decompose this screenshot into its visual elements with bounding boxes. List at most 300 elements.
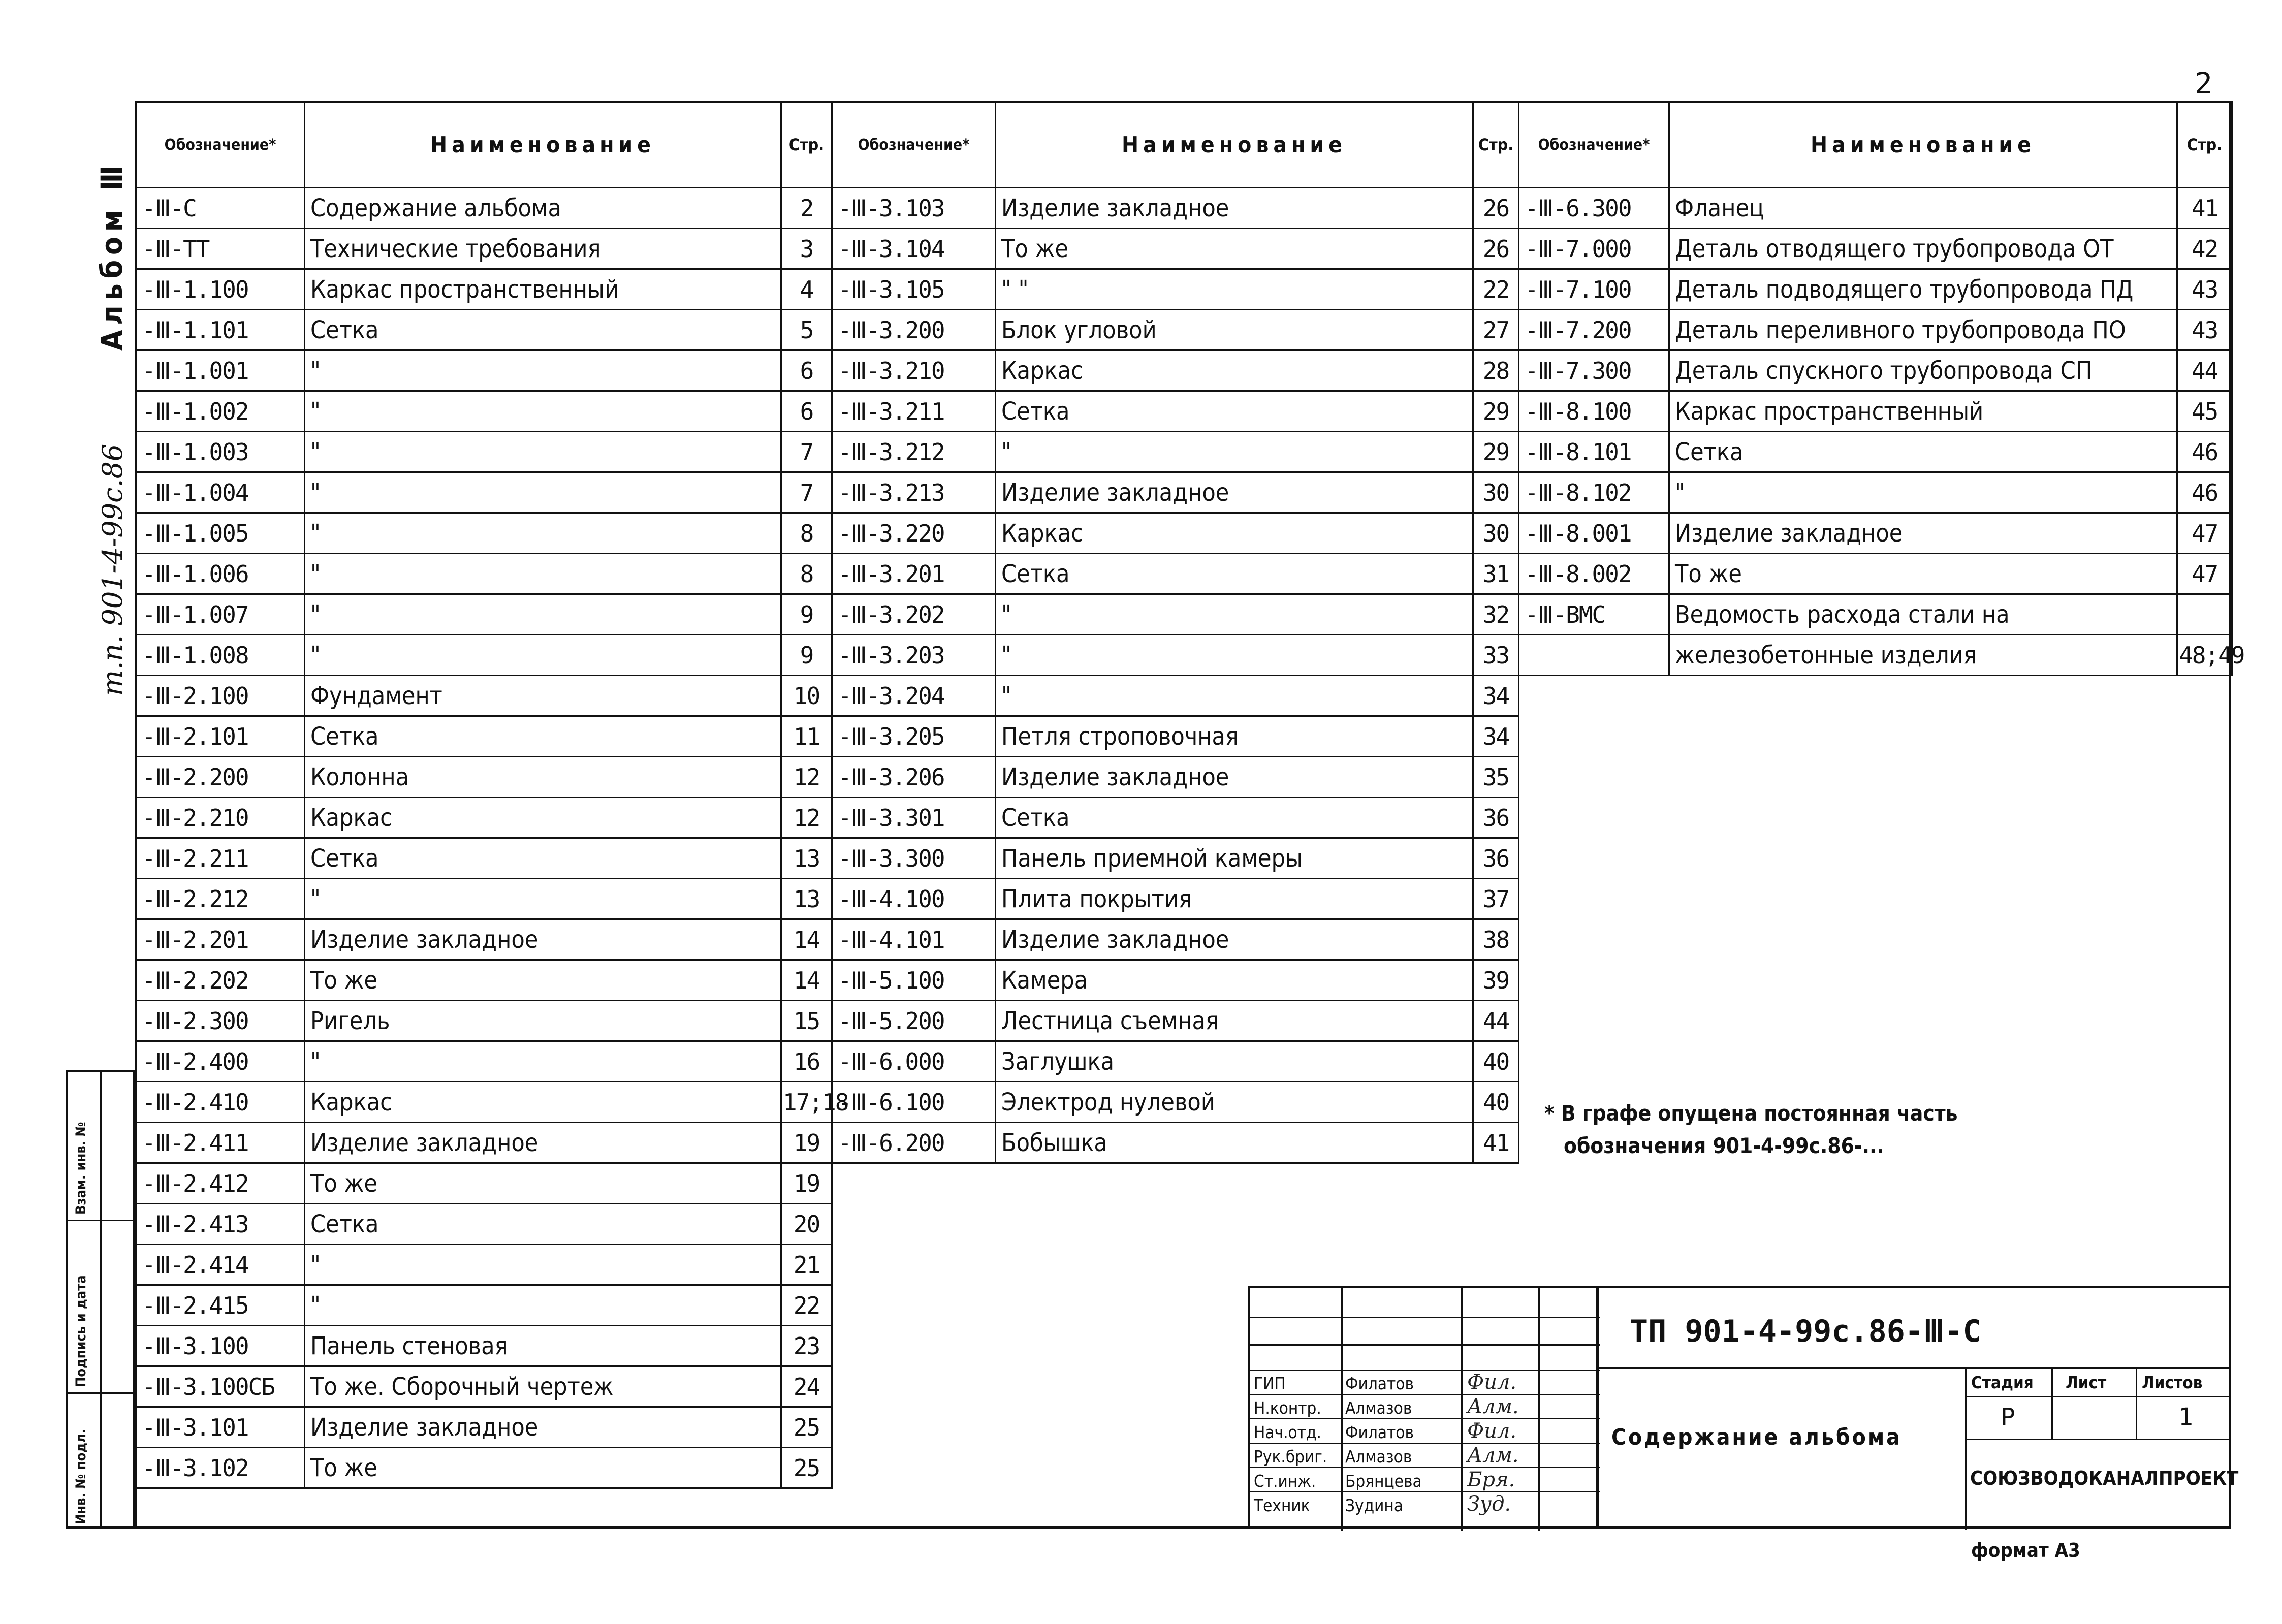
side-stamp (66, 1070, 135, 1529)
designation-cell: -Ⅲ-1.100 (136, 269, 305, 310)
format-label: формат А3 (1971, 1539, 2080, 1562)
toc-table-3 (1518, 101, 2244, 676)
page-cell: 4 (781, 269, 832, 310)
page-cell: 29 (1473, 432, 1519, 472)
side-stamp-replace-label: Взам. инв. № (73, 1122, 89, 1215)
page-cell: 36 (1473, 798, 1519, 838)
table-row (136, 513, 832, 554)
page-cell: 24 (781, 1366, 832, 1407)
side-stamp-value-col (102, 1072, 134, 1526)
page-cell: 7 (781, 472, 832, 513)
page-cell: 28 (1473, 351, 1519, 391)
designation-cell: -Ⅲ-7.300 (1519, 351, 1669, 391)
page-cell: 26 (1473, 188, 1519, 229)
table-row (1519, 513, 2232, 554)
grid-line (1965, 1367, 1967, 1530)
table-row (136, 1123, 832, 1163)
document-code: ТП 901-4-99с.86-Ⅲ-С (1630, 1314, 1981, 1349)
table-row (832, 716, 1519, 757)
page-cell: 43 (2177, 269, 2232, 310)
name-cell: железобетонные изделия (1669, 635, 2177, 676)
name-cell: То же (305, 1163, 781, 1204)
page-cell: 2 (781, 188, 832, 229)
sheet-label: Лист (2066, 1373, 2107, 1392)
designation-cell: -Ⅲ-2.100 (136, 676, 305, 716)
designation-cell: -Ⅲ-ВМС (1519, 594, 1669, 635)
grid-line (1538, 1288, 1540, 1531)
designation-cell: -Ⅲ-3.102 (136, 1448, 305, 1488)
designation-cell: -Ⅲ-3.210 (832, 351, 996, 391)
table-row (136, 798, 832, 838)
side-album-label: Альбом Ⅲ (94, 160, 129, 351)
designation-cell: -Ⅲ-8.001 (1519, 513, 1669, 554)
designation-cell: -Ⅲ-3.300 (832, 838, 996, 879)
table-row (136, 1326, 832, 1366)
col-header-name: Наименование (1669, 102, 2177, 188)
page-cell: 12 (781, 757, 832, 798)
table-row (1519, 351, 2232, 391)
name-cell: Ригель (305, 1001, 781, 1041)
name-cell: Фланец (1669, 188, 2177, 229)
table-row (1519, 472, 2232, 513)
name-cell: Изделие закладное (996, 188, 1473, 229)
designation-cell: -Ⅲ-8.100 (1519, 391, 1669, 432)
table-row (832, 554, 1519, 594)
table-row (832, 472, 1519, 513)
table-row (1519, 554, 2232, 594)
name-cell: Сетка (305, 716, 781, 757)
page-cell: 40 (1473, 1082, 1519, 1123)
designation-cell: -Ⅲ-3.203 (832, 635, 996, 676)
signature-role: ГИП (1254, 1374, 1286, 1393)
designation-cell: -Ⅲ-2.300 (136, 1001, 305, 1041)
handwritten-signature: Алм. (1467, 1395, 1519, 1418)
name-cell: " (1669, 472, 2177, 513)
side-stamp-label-col (68, 1072, 102, 1526)
page-cell: 8 (781, 554, 832, 594)
designation-cell: -Ⅲ-7.000 (1519, 229, 1669, 269)
table-row (1519, 594, 2232, 635)
designation-cell: -Ⅲ-2.212 (136, 879, 305, 919)
designation-cell: -Ⅲ-2.101 (136, 716, 305, 757)
grid-line (1250, 1491, 1600, 1492)
name-cell: Заглушка (996, 1041, 1473, 1082)
page-cell: 34 (1473, 676, 1519, 716)
name-cell: Каркас пространственный (305, 269, 781, 310)
designation-cell: -Ⅲ-3.105 (832, 269, 996, 310)
designation-cell: -Ⅲ-4.101 (832, 919, 996, 960)
name-cell: Содержание альбома (305, 188, 781, 229)
page-cell (2177, 594, 2232, 635)
table-row (136, 1163, 832, 1204)
designation-cell: -Ⅲ-1.005 (136, 513, 305, 554)
col-header-name: Наименование (996, 102, 1473, 188)
page-cell: 22 (781, 1285, 832, 1326)
table-row (136, 1407, 832, 1448)
table-row (136, 310, 832, 351)
name-cell: " (305, 594, 781, 635)
signature-role: Рук.бриг. (1254, 1447, 1327, 1467)
designation-cell: -Ⅲ-3.220 (832, 513, 996, 554)
table-row (832, 960, 1519, 1001)
name-cell: Сетка (996, 391, 1473, 432)
table-row (832, 513, 1519, 554)
page-cell: 42 (2177, 229, 2232, 269)
page-cell: 10 (781, 676, 832, 716)
page-cell: 27 (1473, 310, 1519, 351)
grid-line (1250, 1443, 1600, 1444)
table-row (136, 919, 832, 960)
signature-grid (1248, 1286, 1598, 1529)
stage-value: Р (2001, 1403, 2015, 1431)
name-cell: Бобышка (996, 1123, 1473, 1163)
name-cell: " (305, 513, 781, 554)
designation-cell: -Ⅲ-2.210 (136, 798, 305, 838)
grid-line (1461, 1288, 1463, 1531)
side-stamp-divider (68, 1220, 100, 1221)
handwritten-signature: Зуд. (1467, 1492, 1511, 1516)
designation-cell: -Ⅲ-4.100 (832, 879, 996, 919)
grid-line (2051, 1367, 2053, 1439)
designation-cell: -Ⅲ-3.204 (832, 676, 996, 716)
name-cell: " (305, 1285, 781, 1326)
name-cell: Деталь подводящего трубопровода ПД (1669, 269, 2177, 310)
name-cell: " (996, 676, 1473, 716)
page-cell: 11 (781, 716, 832, 757)
name-cell: Сетка (305, 1204, 781, 1245)
designation-cell: -Ⅲ-1.003 (136, 432, 305, 472)
table-row (832, 635, 1519, 676)
table-row (136, 635, 832, 676)
designation-cell: -Ⅲ-2.201 (136, 919, 305, 960)
name-cell: " (305, 1041, 781, 1082)
document-title: Содержание альбома (1611, 1424, 1902, 1450)
page-cell: 5 (781, 310, 832, 351)
designation-cell: -Ⅲ-6.000 (832, 1041, 996, 1082)
name-cell: Колонна (305, 757, 781, 798)
name-cell: Фундамент (305, 676, 781, 716)
name-cell: Каркас (305, 1082, 781, 1123)
table-row (136, 432, 832, 472)
table-row (832, 269, 1519, 310)
table-row (1519, 269, 2232, 310)
page-cell: 6 (781, 351, 832, 391)
designation-cell: -Ⅲ-3.202 (832, 594, 996, 635)
page-cell: 25 (781, 1448, 832, 1488)
name-cell: " (305, 472, 781, 513)
designation-cell: -Ⅲ-1.101 (136, 310, 305, 351)
designation-cell: -Ⅲ-8.002 (1519, 554, 1669, 594)
table-row (136, 1245, 832, 1285)
page-cell: 13 (781, 879, 832, 919)
table-row (832, 798, 1519, 838)
name-cell: Каркас (305, 798, 781, 838)
name-cell: Изделие закладное (305, 1407, 781, 1448)
side-stamp-sign-label: Подпись и дата (73, 1275, 89, 1387)
grid-line (1250, 1467, 1600, 1468)
col-header-page: Стр. (781, 102, 832, 188)
designation-cell: -Ⅲ-2.415 (136, 1285, 305, 1326)
signature-name: Филатов (1345, 1422, 1414, 1442)
sheets-value: 1 (2178, 1403, 2193, 1431)
table-row (136, 1285, 832, 1326)
signature-name: Филатов (1345, 1374, 1414, 1393)
table-row (832, 432, 1519, 472)
table-row (136, 1082, 832, 1123)
designation-cell: -Ⅲ-3.100 (136, 1326, 305, 1366)
table-row (1519, 635, 2232, 676)
designation-cell: -Ⅲ-3.101 (136, 1407, 305, 1448)
table-row (136, 1366, 832, 1407)
name-cell: " (305, 1245, 781, 1285)
table-row (136, 838, 832, 879)
designation-cell: -Ⅲ-3.205 (832, 716, 996, 757)
grid-line (2136, 1367, 2137, 1439)
table-row (136, 269, 832, 310)
page-cell: 39 (1473, 960, 1519, 1001)
table-row (1519, 432, 2232, 472)
name-cell: " (305, 635, 781, 676)
designation-cell: -Ⅲ-3.213 (832, 472, 996, 513)
toc-table-1 (135, 101, 848, 1489)
table-row (136, 594, 832, 635)
signature-name: Брянцева (1345, 1471, 1422, 1491)
page-cell: 29 (1473, 391, 1519, 432)
page-cell: 44 (1473, 1001, 1519, 1041)
designation-cell: -Ⅲ-6.100 (832, 1082, 996, 1123)
name-cell: Деталь отводящего трубопровода ОТ (1669, 229, 2177, 269)
name-cell: Сетка (996, 554, 1473, 594)
page-cell: 47 (2177, 554, 2232, 594)
page-cell: 31 (1473, 554, 1519, 594)
page-cell: 25 (781, 1407, 832, 1448)
page-cell: 44 (2177, 351, 2232, 391)
page-cell: 20 (781, 1204, 832, 1245)
designation-cell: -Ⅲ-2.412 (136, 1163, 305, 1204)
name-cell: То же. Сборочный чертеж (305, 1366, 781, 1407)
table-row (136, 676, 832, 716)
page-cell: 34 (1473, 716, 1519, 757)
grid-line (1250, 1317, 1600, 1318)
designation-cell: -Ⅲ-6.300 (1519, 188, 1669, 229)
page-cell: 9 (781, 635, 832, 676)
page-cell: 17;18 (781, 1082, 832, 1123)
sheet-number: 2 (2195, 66, 2212, 101)
table-row (832, 676, 1519, 716)
name-cell: " (996, 635, 1473, 676)
name-cell: То же (305, 1448, 781, 1488)
name-cell: Изделие закладное (1669, 513, 2177, 554)
table-row (136, 1041, 832, 1082)
page-cell: 45 (2177, 391, 2232, 432)
col-header-name: Наименование (305, 102, 781, 188)
signature-name: Зудина (1345, 1495, 1404, 1515)
page-cell: 48;49 (2177, 635, 2232, 676)
grid-line (1965, 1439, 2231, 1440)
name-cell: Каркас пространственный (1669, 391, 2177, 432)
page-cell: 13 (781, 838, 832, 879)
col-header-designation: Обозначение* (136, 102, 305, 188)
designation-cell: -Ⅲ-8.101 (1519, 432, 1669, 472)
page-cell: 30 (1473, 513, 1519, 554)
name-cell: " (996, 432, 1473, 472)
col-header-designation: Обозначение* (832, 102, 996, 188)
title-block (1248, 1286, 2239, 1529)
page-cell: 19 (781, 1123, 832, 1163)
toc-table-2 (831, 101, 1519, 1164)
name-cell: Электрод нулевой (996, 1082, 1473, 1123)
signature-role: Н.контр. (1254, 1398, 1321, 1418)
table-row (136, 879, 832, 919)
table-row (832, 838, 1519, 879)
table-row (1519, 310, 2232, 351)
side-project-code: т.п. 901-4-99с.86 (97, 443, 129, 696)
page-cell: 9 (781, 594, 832, 635)
name-cell: Плита покрытия (996, 879, 1473, 919)
side-stamp-divider (102, 1220, 134, 1221)
page-cell: 41 (2177, 188, 2232, 229)
name-cell: " (305, 879, 781, 919)
table-row (136, 1204, 832, 1245)
side-stamp-divider (68, 1392, 100, 1394)
page-cell: 26 (1473, 229, 1519, 269)
designation-cell: -Ⅲ-1.002 (136, 391, 305, 432)
designation-cell: -Ⅲ-2.202 (136, 960, 305, 1001)
page-cell: 36 (1473, 838, 1519, 879)
name-cell: Сетка (305, 310, 781, 351)
name-cell: Деталь переливного трубопровода ПО (1669, 310, 2177, 351)
designation-cell: -Ⅲ-3.201 (832, 554, 996, 594)
grid-line (1250, 1418, 1600, 1419)
grid-line (1341, 1288, 1343, 1531)
table-row (832, 594, 1519, 635)
table-row (1519, 229, 2232, 269)
table-row (136, 757, 832, 798)
table-row (832, 879, 1519, 919)
table-row (832, 1082, 1519, 1123)
name-cell: Панель стеновая (305, 1326, 781, 1366)
name-cell: То же (305, 960, 781, 1001)
designation-cell: -Ⅲ-6.200 (832, 1123, 996, 1163)
designation-cell: -Ⅲ-3.212 (832, 432, 996, 472)
name-cell: " " (996, 269, 1473, 310)
designation-cell: -Ⅲ-3.211 (832, 391, 996, 432)
page-cell: 16 (781, 1041, 832, 1082)
page-cell: 14 (781, 919, 832, 960)
table-row (832, 1001, 1519, 1041)
table-row (136, 554, 832, 594)
designation-cell: -Ⅲ-8.102 (1519, 472, 1669, 513)
designation-cell: -Ⅲ-2.400 (136, 1041, 305, 1082)
side-stamp-inv-label: Инв. № подл. (73, 1429, 89, 1524)
page-cell: 14 (781, 960, 832, 1001)
name-cell: Сетка (305, 838, 781, 879)
designation-cell: -Ⅲ-3.206 (832, 757, 996, 798)
page-cell: 46 (2177, 472, 2232, 513)
designation-cell: -Ⅲ-3.100СБ (136, 1366, 305, 1407)
designation-cell: -Ⅲ-1.008 (136, 635, 305, 676)
table-row (1519, 188, 2232, 229)
col-header-page: Стр. (1473, 102, 1519, 188)
signature-role: Ст.инж. (1254, 1471, 1316, 1491)
designation-cell: -Ⅲ-2.411 (136, 1123, 305, 1163)
page-cell: 33 (1473, 635, 1519, 676)
footnote-line-2: обозначения 901-4-99с.86-... (1564, 1133, 1884, 1158)
handwritten-signature: Бря. (1467, 1468, 1515, 1491)
designation-cell: -Ⅲ-1.007 (136, 594, 305, 635)
name-cell: Ведомость расхода стали на (1669, 594, 2177, 635)
table-row (136, 1448, 832, 1488)
handwritten-signature: Фил. (1467, 1371, 1517, 1394)
signature-role: Техник (1254, 1495, 1310, 1515)
page-cell: 41 (1473, 1123, 1519, 1163)
name-cell: " (305, 391, 781, 432)
page-cell: 30 (1473, 472, 1519, 513)
name-cell: Изделие закладное (305, 1123, 781, 1163)
table-row (832, 229, 1519, 269)
page-cell: 23 (781, 1326, 832, 1366)
designation-cell (1519, 635, 1669, 676)
designation-cell: -Ⅲ-2.410 (136, 1082, 305, 1123)
page-cell: 38 (1473, 919, 1519, 960)
designation-cell: -Ⅲ-1.004 (136, 472, 305, 513)
name-cell: Камера (996, 960, 1473, 1001)
designation-cell: -Ⅲ-3.104 (832, 229, 996, 269)
table-row (136, 229, 832, 269)
side-stamp-divider (102, 1392, 134, 1394)
table-row (832, 391, 1519, 432)
name-cell: Сетка (996, 798, 1473, 838)
title-block-main (1597, 1286, 2239, 1529)
name-cell: Сетка (1669, 432, 2177, 472)
table-row (832, 351, 1519, 391)
stage-label: Стадия (1971, 1373, 2034, 1392)
designation-cell: -Ⅲ-5.100 (832, 960, 996, 1001)
name-cell: Изделие закладное (996, 472, 1473, 513)
designation-cell: -Ⅲ-2.413 (136, 1204, 305, 1245)
page-cell: 47 (2177, 513, 2232, 554)
signature-name: Алмазов (1345, 1398, 1412, 1418)
name-cell: Деталь спускного трубопровода СП (1669, 351, 2177, 391)
page-cell: 12 (781, 798, 832, 838)
page-cell: 37 (1473, 879, 1519, 919)
designation-cell: -Ⅲ-2.200 (136, 757, 305, 798)
name-cell: " (305, 351, 781, 391)
page-cell: 22 (1473, 269, 1519, 310)
page-cell: 3 (781, 229, 832, 269)
designation-cell: -Ⅲ-2.211 (136, 838, 305, 879)
name-cell: Изделие закладное (996, 919, 1473, 960)
name-cell: Каркас (996, 351, 1473, 391)
name-cell: Блок угловой (996, 310, 1473, 351)
grid-line (1965, 1396, 2231, 1397)
footnote-line-1: * В графе опущена постоянная часть (1544, 1101, 1958, 1126)
name-cell: То же (996, 229, 1473, 269)
handwritten-signature: Фил. (1467, 1419, 1517, 1443)
table-row (832, 919, 1519, 960)
name-cell: Изделие закладное (996, 757, 1473, 798)
page-cell: 40 (1473, 1041, 1519, 1082)
page-cell: 21 (781, 1245, 832, 1285)
grid-line (1250, 1394, 1600, 1395)
table-row (136, 716, 832, 757)
signature-name: Алмазов (1345, 1447, 1412, 1467)
table-row (832, 310, 1519, 351)
name-cell: Каркас (996, 513, 1473, 554)
designation-cell: -Ⅲ-3.200 (832, 310, 996, 351)
name-cell: " (996, 594, 1473, 635)
designation-footnote (1544, 1097, 1958, 1162)
